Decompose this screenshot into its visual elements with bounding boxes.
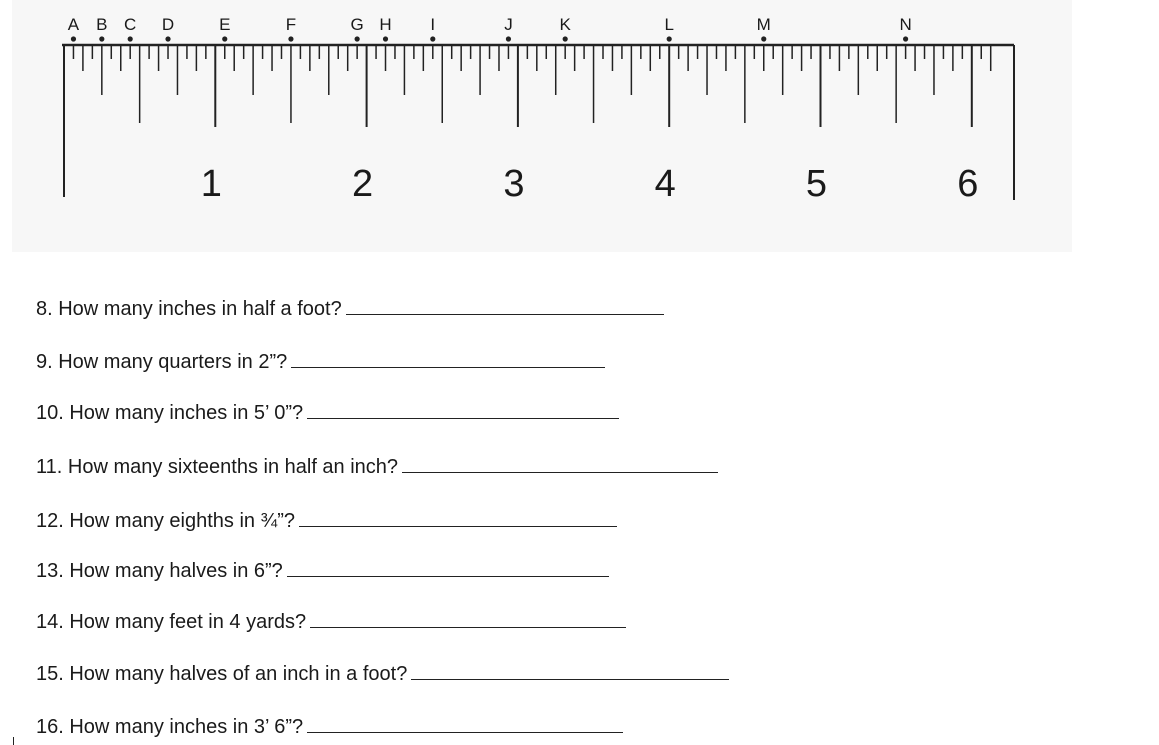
point-label: K <box>559 15 571 34</box>
answer-blank[interactable] <box>411 661 729 680</box>
point-label: E <box>219 15 231 34</box>
point-label: C <box>124 15 137 34</box>
answer-blank[interactable] <box>307 714 623 733</box>
question-text: 16. How many inches in 3’ 6”? <box>36 716 304 738</box>
point-label: H <box>379 15 392 34</box>
point-label: I <box>430 15 436 34</box>
point-label: N <box>899 15 912 34</box>
answer-blank[interactable] <box>287 558 609 577</box>
inch-number: 6 <box>957 163 979 205</box>
question-text: 14. How many feet in 4 yards? <box>36 611 307 633</box>
question-9 <box>36 349 605 374</box>
question-14 <box>36 609 626 634</box>
point-label: L <box>664 15 674 34</box>
answer-blank[interactable] <box>307 400 619 419</box>
point-label: B <box>96 15 108 34</box>
inch-number: 4 <box>654 163 676 205</box>
question-16 <box>36 714 623 739</box>
point-label: J <box>504 15 513 34</box>
point-label: G <box>350 15 364 34</box>
margin-mark <box>13 737 14 745</box>
question-text: 15. How many halves of an inch in a foot? <box>36 663 408 685</box>
point-label: A <box>67 15 80 34</box>
inch-number: 2 <box>352 163 374 205</box>
answer-blank[interactable] <box>346 296 664 315</box>
question-13 <box>36 558 609 583</box>
question-text: 8. How many inches in half a foot? <box>36 298 342 320</box>
question-10 <box>36 400 619 425</box>
point-label: F <box>285 15 297 34</box>
question-12 <box>36 508 617 533</box>
inch-number: 5 <box>805 163 828 205</box>
inch-number: 1 <box>200 163 222 205</box>
question-text: 11. How many sixteenths in half an inch? <box>36 456 399 478</box>
question-text: 9. How many quarters in 2”? <box>36 351 288 373</box>
point-label: D <box>161 15 175 34</box>
answer-blank[interactable] <box>299 508 617 527</box>
point-label: M <box>756 15 771 34</box>
answer-blank[interactable] <box>291 349 605 368</box>
inch-number: 3 <box>503 163 525 205</box>
question-11 <box>36 454 718 479</box>
question-text: 13. How many halves in 6”? <box>36 560 283 582</box>
answer-blank[interactable] <box>402 454 718 473</box>
answer-blank[interactable] <box>310 609 626 628</box>
question-text: 12. How many eighths in ¾”? <box>36 510 296 532</box>
question-15 <box>36 661 729 686</box>
question-8 <box>36 296 664 321</box>
question-text: 10. How many inches in 5’ 0”? <box>36 402 304 424</box>
